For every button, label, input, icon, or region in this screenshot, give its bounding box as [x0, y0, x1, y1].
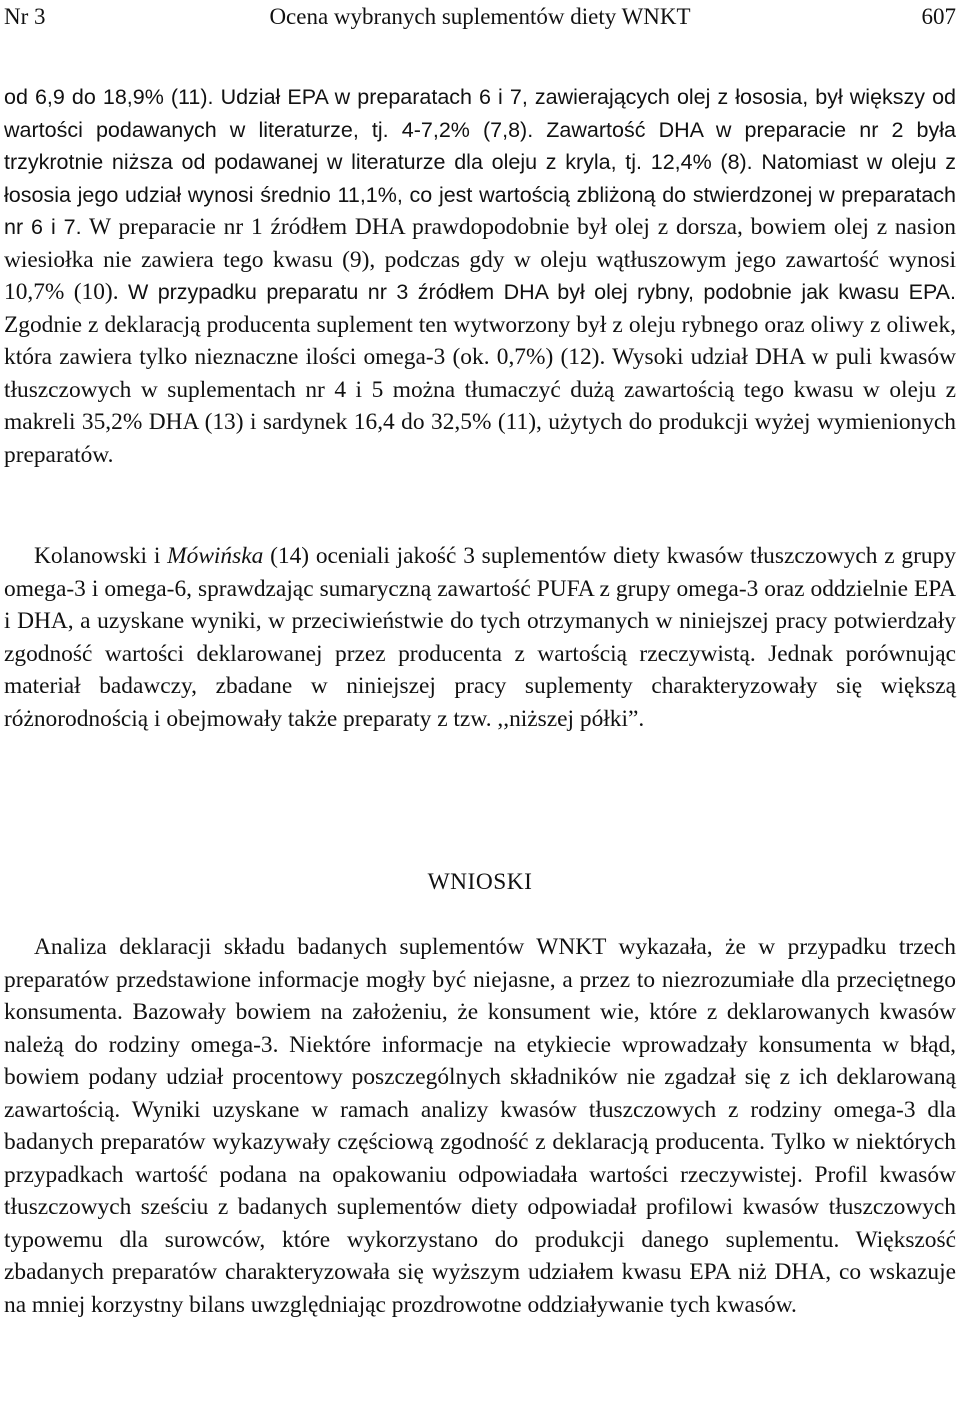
author-name-italic: Mówińska — [167, 543, 264, 569]
page-number: 607 — [921, 4, 956, 29]
section-heading: WNIOSKI — [427, 869, 533, 895]
paragraph-text-serif: W preparacie nr 1 źródłem DHA prawdopodobnie był olej z dorsza, bowiem olej z nasion wiesiołka nie zawiera tego kwasu (9), podczas gdy w oleju wątłuszowym jego zawartość wynosi 10,7% (10). — [4, 214, 956, 305]
author-name: Kolanowski — [34, 543, 148, 569]
paragraph-discussion-1 — [4, 81, 956, 471]
paragraph-conclusions: Analiza deklaracji składu badanych suplementów WNKT wykazała, że w przypadku trzech preparatów przedstawione informacje mogły być niejasne, a przez to niezrozumiałe dla przeciętnego konsumenta. Bazowały bowiem na założeniu, że konsument wie, które z deklarowanych kwasów należą do rodziny omega-3. Niektóre informacje na etykiecie wprowadzały konsumenta w błąd, bowiem podany udział procentowy poszczególnych składników nie zgadzał się z ich deklarowaną zawartością. Wyniki uzyskane w ramach analizy kwasów tłuszczowych z rodziny omega-3 dla badanych preparatów wykazywały częściową zgodność z deklaracją producenta. Tylko w niektórych przypadkach wartość podana na opakowaniu odpowiadała wartości rzeczywistej. Profil kwasów tłuszczowych sześciu z badanych suplementów diety odpowiadał profilowi kwasów tłuszczowych typowemu dla surowców, które wykorzystano do produkcji danego suplementu. Większość zbadanych preparatów charakteryzowała się wyższym udziałem kwasu EPA niż DHA, co wskazuje na mniej korzystny bilans uwzględniając prozdrowotne oddziaływanie tych kwasów. — [4, 934, 956, 1318]
conjunction: i — [147, 543, 168, 569]
paragraph-text: (14) oceniali jakość 3 suplementów diety kwasów tłuszczowych z grupy omega-3 i omega-6, sprawdzając sumaryczną zawartość PUFA z grupy omega-3 oraz oddzielnie EPA i DHA, a uzyskane wyniki, w przeciwieństwie do tych otrzymanych w niniejszej pracy potwierdzały zgodność wartości deklarowanej przez producenta z wartością rzeczywistą. Jednak porównując materiał badawczy, zbadane w niniejszej pracy suplementy charakteryzowały się większą różnorodnością i obejmowały także preparaty z tzw. ,,niższej półki”. — [4, 543, 957, 732]
running-header — [4, 2, 956, 34]
paragraph-text-sans-2: W przypadku preparatu nr 3 źródłem DHA był olej rybny, podobnie jak kwasu EPA. — [118, 280, 956, 304]
paragraph-text-serif-2: Zgodnie z deklaracją producenta suplement ten wytworzony był z oleju rybnego oraz oliwy z oliwek, która zawiera tylko nieznaczne ilości omega-3 (ok. 0,7%) (12). Wysoki udział DHA w puli kwasów tłuszczowych w suplementach nr 4 i 5 można tłumaczyć dużą zawartością tego kwasu w oleju z makreli 35,2% DHA (13) i sardynek 16,4 do 32,5% (11), użytych do produkcji wyżej wymienionych preparatów. — [4, 311, 956, 468]
paragraph-text-sans: od 6,9 do 18,9% (11). Udział EPA w preparatach 6 i 7, zawierających olej z łososia, był większy od wartości podawanych w literaturze, tj. 4-7,2% (7,8). Zawartość DHA w preparacie nr 2 była trzykrotnie niższa od podawanej w literaturze dla oleju z kryla, tj. 12,4% (8). Natomiast w oleju z łososia jego udział wynosi średnio 11,1%, co jest wartością zbliżoną do stwierdzonej w preparatach nr 6 i 7. — [4, 85, 956, 239]
running-title: Ocena wybranych suplementów diety WNKT — [269, 4, 691, 29]
paragraph-discussion-2 — [4, 540, 956, 735]
issue-number: Nr 3 — [4, 4, 46, 29]
